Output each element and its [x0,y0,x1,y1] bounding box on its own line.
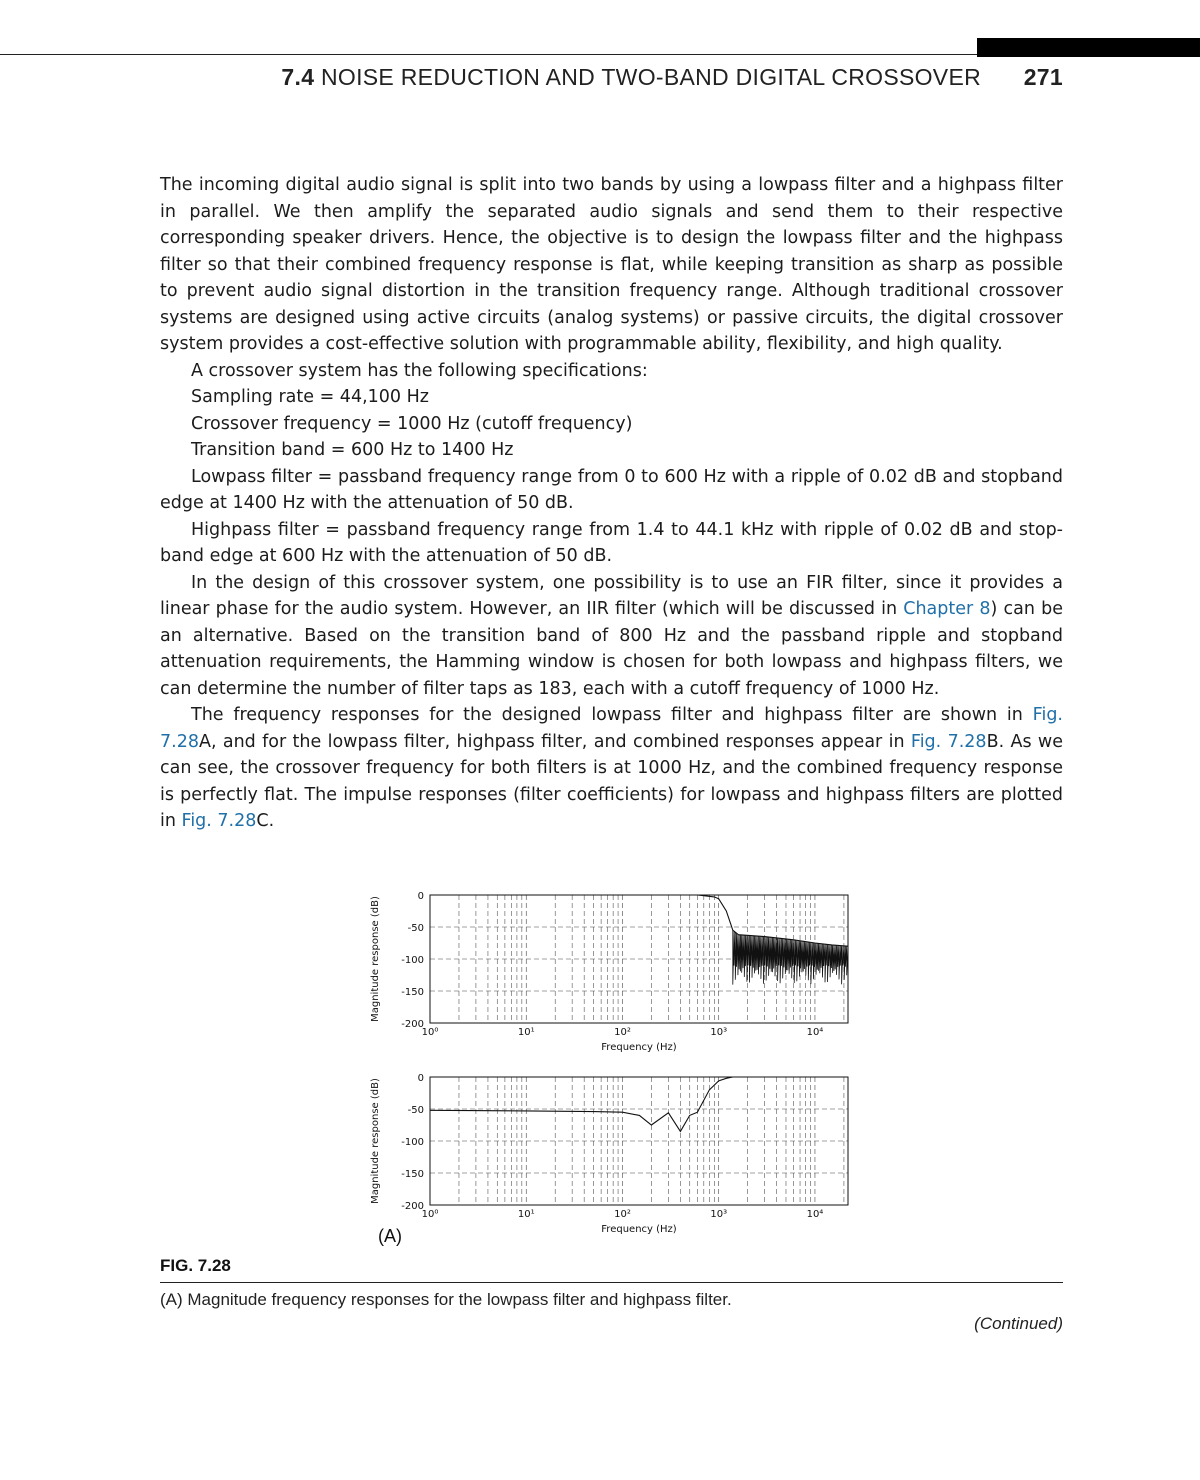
fig-7-28-link-c[interactable]: Fig. 7.28 [181,811,257,831]
spec-crossover-frequency: Crossover frequency = 1000 Hz (cutoff frequency) [191,413,633,434]
paragraph-intro: The incoming digital audio signal is split into two bands by using a lowpass filter and a highpass filter in parallel. We then amplify the separated audio signals and send them to their respective corresponding speaker drivers. Hence, the objective is to design the lowpass filter and the highpass filter so that their combined frequency response is flat, while keeping transition as sharp as possible to prevent audio signal distortion in the transition frequency range. Although traditional crossover systems are designed using active circuits (analog systems) or passive circuits, the digital crossover system provides a cost-effective solution with programmable ability, flexibility, and high quality. [160,175,1063,354]
x-tick-label: 10⁴ [806,1027,824,1038]
paragraph-design [160,570,1063,703]
spec-transition-band: Transition band = 600 Hz to 1400 Hz [191,440,514,460]
top-black-bar [977,38,1200,57]
y-axis-label: Magnitude response (dB) [370,1078,381,1204]
x-tick-label: 10⁰ [421,1209,439,1220]
freq-text-d: C. [256,811,275,831]
fig-7-28-link-a[interactable]: Fig. 7.28 [160,705,1063,752]
x-axis-label: Frequency (Hz) [601,1224,677,1235]
paragraph-frequency [160,702,1063,835]
freq-text-c: B. As we can see, the crossover frequency for both filters is at 1000 Hz, and the combined frequency response is perfectly flat. The impulse responses (filter coefficients) for lowpass and highpass filters are plotted in [160,731,1064,831]
running-head [160,64,1063,96]
x-tick-label: 10¹ [517,1027,535,1038]
x-tick-label: 10² [614,1209,631,1220]
figure-continued: (Continued) [974,1314,1063,1333]
figure-rule [160,1282,1063,1283]
stopband-ripple-lowpass [733,930,848,984]
y-axis-label: Magnitude response (dB) [370,896,381,1022]
chart-panel-highpass [370,1073,848,1235]
fig-7-28-link-b[interactable]: Fig. 7.28 [910,731,987,752]
series-line-lowpass [430,895,848,946]
figure-svg [360,880,860,1250]
x-tick-label: 10⁰ [421,1027,439,1038]
y-tick-label: -200 [401,1201,424,1212]
y-tick-label: 0 [417,1073,424,1084]
figure-label: FIG. 7.28 [160,1256,231,1275]
y-tick-label: -50 [407,923,424,934]
series-line-highpass [430,1077,848,1131]
spec-intro: A crossover system has the following specifications: [191,360,648,381]
y-tick-label: -100 [401,1137,424,1148]
spec-lowpass: Lowpass filter = passband frequency range from 0 to 600 Hz with a ripple of 0.02 dB and stopband edge at 1400 Hz with the attenuation of 50 dB. [160,466,1063,513]
y-tick-label: -100 [401,955,424,966]
x-axis-label: Frequency (Hz) [601,1042,677,1053]
top-rule [0,54,980,55]
x-tick-label: 10⁴ [806,1209,824,1220]
y-tick-label: -200 [401,1019,424,1030]
section-title: NOISE REDUCTION AND TWO-BAND DIGITAL CROSSOVER [321,64,982,90]
design-text-a: In the design of this crossover system, one possibility is to use an FIR filter, since it provides a linear phase for the audio system. However, an IIR filter (which will be discussed in [160,572,1063,619]
x-tick-label: 10³ [710,1209,728,1220]
body-text [160,172,1063,835]
panel-label: (A) [378,1226,402,1246]
x-tick-label: 10² [614,1027,631,1038]
spec-highpass: Highpass filter = passband frequency range from 1.4 to 44.1 kHz with ripple of 0.02 dB and stop-band edge at 600 Hz with the attenuation of 50 dB. [160,519,1063,566]
x-tick-label: 10¹ [517,1209,535,1220]
freq-text-a: The frequency responses for the designed lowpass filter and highpass filter are shown in [191,705,1033,725]
x-tick-label: 10³ [710,1027,728,1038]
page-number: 271 [1023,64,1063,90]
chapter-8-link[interactable]: Chapter 8 [903,599,991,619]
figure-7-28a [360,880,860,1250]
y-tick-label: 0 [417,891,424,902]
design-text-b: ) can be an alternative. Based on the transition band of 800 Hz and the passband ripple and stopband attenuation requirements, the Hamming window is chosen for both lowpass and highpass filters, we can determine the number of filter taps as 183, each with a cutoff frequency of 1000 Hz. [160,599,1063,699]
chart-panel-lowpass [370,891,848,1053]
section-number: 7.4 [281,64,315,90]
y-tick-label: -50 [407,1105,424,1116]
y-tick-label: -150 [401,987,424,998]
spec-sampling-rate: Sampling rate = 44,100 Hz [191,387,429,407]
figure-caption: (A) Magnitude frequency responses for the lowpass filter and highpass filter. [160,1290,732,1309]
freq-text-b: A, and for the lowpass filter, highpass filter, and combined responses appear in [198,731,911,752]
y-tick-label: -150 [401,1169,424,1180]
